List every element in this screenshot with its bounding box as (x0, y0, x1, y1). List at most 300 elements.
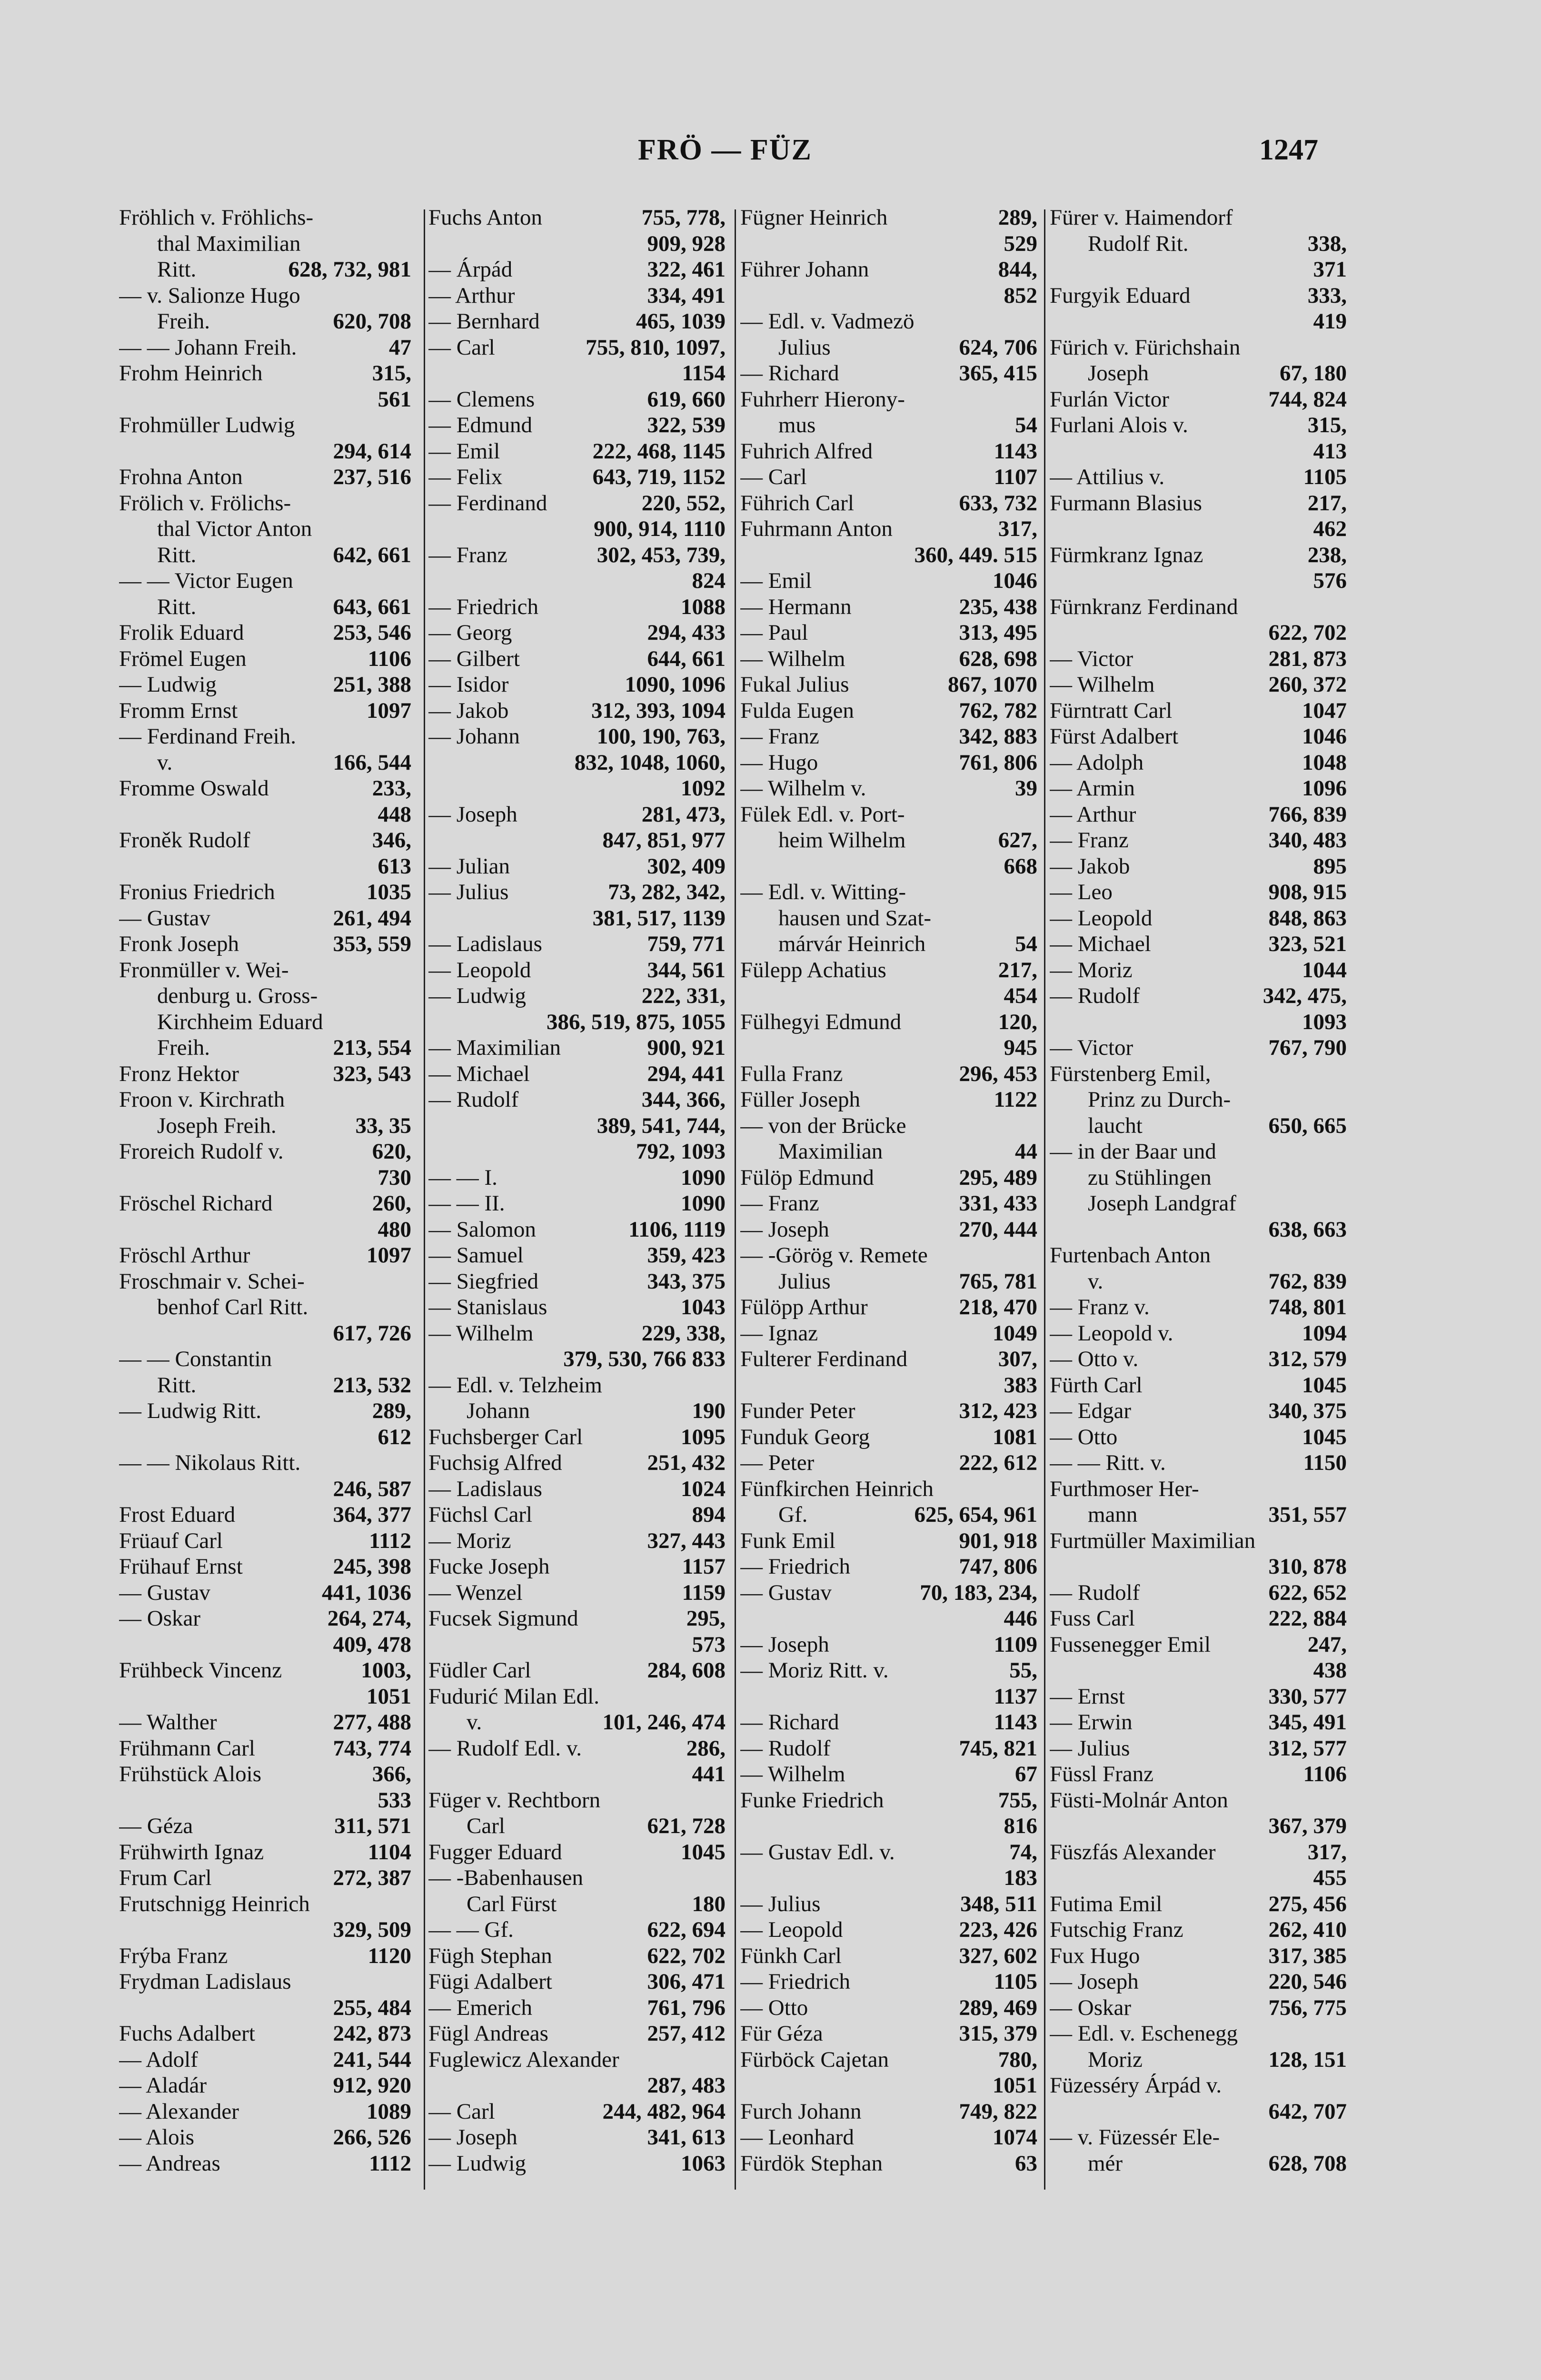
entry-name: hausen und Szat- (778, 905, 932, 931)
index-entry-line (740, 2151, 1040, 2177)
index-entry-line (740, 1735, 1040, 1762)
entry-name: — Leopold (428, 957, 531, 982)
entry-page-refs: 627, (998, 828, 1037, 853)
index-entry-line (740, 464, 1040, 490)
entry-name: — Jakob (428, 698, 509, 723)
entry-page-refs: 529 (1004, 231, 1037, 256)
entry-name: Füger v. Rechtborn (428, 1787, 601, 1813)
entry-name: Frutschnigg Heinrich (119, 1891, 310, 1916)
index-entry-line (119, 1113, 414, 1139)
entry-page-refs: 894 (692, 1502, 726, 1527)
entry-page-refs: 54 (1015, 932, 1037, 956)
entry-name: — Ferdinand (428, 490, 547, 516)
entry-name: Für Géza (740, 2021, 823, 2046)
entry-page-refs: 561 (378, 387, 411, 412)
index-entry-line (1050, 1087, 1350, 1113)
entry-page-refs: 792, 1093 (636, 1139, 726, 1164)
entry-page-refs: 621, 728 (647, 1814, 726, 1838)
entry-page-refs: 1096 (1302, 776, 1347, 801)
entry-page-refs: 759, 771 (647, 932, 726, 956)
index-entry-line (428, 1891, 728, 1917)
index-entry-line (1050, 1009, 1350, 1035)
entry-name: — Oskar (119, 1606, 200, 1631)
entry-name: Furch Johann (740, 2099, 862, 2124)
index-entry-line (1050, 2073, 1350, 2099)
entry-page-refs: 612 (378, 1424, 411, 1449)
index-entry-line (1050, 1528, 1350, 1554)
index-entry-line (428, 335, 728, 361)
entry-name: — Otto (740, 1995, 808, 2020)
entry-name: — — Gf. (428, 1917, 514, 1942)
index-entry-line (1050, 1657, 1350, 1684)
index-entry-line (1050, 905, 1350, 932)
index-entry-line (119, 750, 414, 776)
index-entry-line (1050, 983, 1350, 1009)
index-entry-line (119, 1632, 414, 1658)
entry-name: — — Victor Eugen (119, 568, 293, 593)
entry-page-refs: 39 (1015, 776, 1037, 801)
entry-page-refs: 1043 (681, 1295, 726, 1319)
index-entry-line (740, 542, 1040, 568)
entry-page-refs: 1049 (993, 1320, 1037, 1346)
entry-page-refs: 261, 494 (333, 905, 411, 931)
entry-page-refs: 1112 (369, 2151, 411, 2176)
index-entry-line (119, 2021, 414, 2047)
entry-page-refs: 1097 (367, 1243, 411, 1268)
entry-name: thal Maximilian (157, 231, 301, 256)
index-entry-line (1050, 1190, 1350, 1217)
index-entry-line (1050, 1632, 1350, 1658)
index-entry-line (428, 983, 728, 1009)
entry-name: — Otto v. (1050, 1347, 1139, 1371)
entry-name: Fronius Friedrich (119, 880, 275, 904)
entry-name: Fudurić Milan Edl. (428, 1684, 599, 1709)
index-entry-line (740, 283, 1040, 309)
index-column-1 (114, 205, 419, 2204)
entry-page-refs: 317, (1307, 1839, 1347, 1864)
entry-name: — Moriz Ritt. v. (740, 1658, 889, 1683)
entry-name: — Leopold (740, 1917, 843, 1942)
index-entry-line (740, 1684, 1040, 1710)
entry-page-refs: 340, 375 (1268, 1398, 1347, 1423)
index-entry-line (428, 1398, 728, 1424)
index-entry-line (119, 1995, 414, 2021)
entry-name: Funk Emil (740, 1528, 835, 1553)
entry-name: — Erwin (1050, 1710, 1133, 1735)
index-entry-line (119, 724, 414, 750)
index-entry-line (740, 1839, 1040, 1865)
index-entry-line (740, 775, 1040, 802)
index-entry-line (740, 1554, 1040, 1580)
entry-name: — Leonhard (740, 2125, 854, 2150)
index-entry-line (428, 698, 728, 724)
index-entry-line (740, 1269, 1040, 1295)
entry-name: — Ignaz (740, 1320, 818, 1346)
entry-page-refs: 446 (1004, 1606, 1037, 1631)
entry-page-refs: 281, 873 (1268, 646, 1347, 671)
entry-name: — Gustav (119, 1580, 210, 1605)
entry-name: Füller Joseph (740, 1087, 860, 1112)
index-entry-line (119, 1269, 414, 1295)
entry-page-refs: 235, 438 (959, 594, 1037, 619)
index-entry-line (1050, 257, 1350, 283)
entry-name: — Rudolf (740, 1735, 831, 1761)
entry-name: Ritt. (157, 594, 197, 619)
entry-name: Fürnkranz Ferdinand (1050, 594, 1238, 619)
index-entry-line (740, 1891, 1040, 1917)
entry-page-refs: 313, 495 (959, 620, 1037, 645)
index-entry-line (428, 1450, 728, 1476)
entry-page-refs: 1090 (681, 1191, 726, 1216)
entry-page-refs: 47 (389, 335, 411, 360)
entry-name: Funder Peter (740, 1398, 855, 1423)
index-entry-line (119, 1139, 414, 1165)
entry-name: v. (1088, 1269, 1104, 1294)
entry-name: Fuchsig Alfred (428, 1450, 562, 1475)
entry-page-refs: 120, (998, 1009, 1037, 1034)
entry-name: Furgyik Eduard (1050, 283, 1191, 308)
entry-name: Funduk Georg (740, 1424, 870, 1449)
index-entry-line (1050, 2124, 1350, 2151)
index-entry-line (428, 1554, 728, 1580)
entry-name: — Franz (428, 542, 507, 567)
index-entry-line (1050, 1554, 1350, 1580)
entry-page-refs: 262, 410 (1268, 1917, 1347, 1942)
index-entry-line (740, 724, 1040, 750)
entry-name: v. (157, 750, 173, 775)
index-entry-line (740, 1606, 1040, 1632)
entry-name: — Carl (740, 465, 807, 489)
index-entry-line (428, 672, 728, 698)
entry-page-refs: 322, 461 (647, 257, 726, 282)
entry-name: — Gustav (119, 905, 210, 931)
index-entry-line (119, 283, 414, 309)
index-entry-line (1050, 360, 1350, 387)
index-entry-line (740, 1113, 1040, 1139)
entry-name: Joseph Landgraf (1088, 1191, 1236, 1216)
entry-page-refs: 260, (372, 1191, 411, 1216)
index-entry-line (740, 750, 1040, 776)
entry-page-refs: 247, (1307, 1632, 1347, 1657)
entry-name: — in der Baar und (1050, 1139, 1216, 1164)
index-entry-line (740, 1242, 1040, 1269)
entry-page-refs: 272, 387 (333, 1865, 411, 1890)
entry-page-refs: 747, 806 (959, 1554, 1037, 1579)
index-entry-line (1050, 1269, 1350, 1295)
entry-page-refs: 419 (1313, 309, 1347, 334)
entry-name: Fuhrmann Anton (740, 516, 893, 541)
entry-name: — — Johann Freih. (119, 335, 297, 360)
index-entry-line (428, 205, 728, 231)
index-entry-line (119, 542, 414, 568)
index-entry-line (428, 724, 728, 750)
entry-page-refs: 295, (686, 1606, 726, 1631)
entry-page-refs: 371 (1313, 257, 1347, 282)
entry-page-refs: 622, 702 (647, 1943, 726, 1968)
entry-page-refs: 576 (1313, 568, 1347, 593)
index-entry-line (428, 542, 728, 568)
entry-page-refs: 342, 475, (1263, 983, 1347, 1008)
entry-page-refs: 33, 35 (355, 1113, 411, 1138)
entry-name: — Ludwig (428, 983, 526, 1008)
entry-name: — Paul (740, 620, 808, 645)
index-entry-line (740, 438, 1040, 465)
entry-page-refs: 441 (692, 1762, 726, 1786)
entry-name: — Clemens (428, 387, 535, 412)
entry-name: — v. Füzessér Ele- (1050, 2125, 1220, 2150)
entry-page-refs: 1089 (367, 2099, 411, 2124)
entry-name: Führich Carl (740, 490, 854, 516)
entry-name: Fromme Oswald (119, 776, 269, 801)
index-entry-line (428, 412, 728, 438)
index-entry-line (119, 464, 414, 490)
entry-page-refs: 1106, 1119 (628, 1217, 726, 1242)
entry-name: Froschmair v. Schei- (119, 1269, 305, 1294)
entry-page-refs: 353, 559 (333, 932, 411, 956)
index-entry-line (428, 853, 728, 880)
entry-page-refs: 1047 (1302, 698, 1347, 723)
entry-page-refs: 222, 884 (1268, 1606, 1347, 1631)
entry-page-refs: 331, 433 (959, 1191, 1037, 1216)
entry-page-refs: 266, 526 (333, 2125, 411, 2150)
index-entry-line (119, 1865, 414, 1891)
index-entry-line (740, 2099, 1040, 2125)
entry-name: — Emil (740, 568, 812, 593)
index-entry-line (740, 1424, 1040, 1450)
entry-name: — Emerich (428, 1995, 532, 2020)
entry-name: Futima Emil (1050, 1891, 1163, 1916)
entry-name: Fröhlich v. Fröhlichs- (119, 205, 314, 230)
entry-name: Johann (467, 1398, 530, 1423)
index-entry-line (1050, 1684, 1350, 1710)
index-entry-line (740, 1139, 1040, 1165)
entry-name: Fülöpp Arthur (740, 1295, 868, 1319)
entry-page-refs: 238, (1307, 542, 1347, 567)
entry-page-refs: 620, 708 (333, 309, 411, 334)
index-entry-line (119, 646, 414, 672)
index-entry-line (1050, 594, 1350, 620)
index-entry-line (1050, 1165, 1350, 1191)
entry-name: — Moriz (1050, 957, 1133, 982)
entry-name: — Maximilian (428, 1035, 561, 1060)
index-entry-line (1050, 2099, 1350, 2125)
entry-name: Füszfás Alexander (1050, 1839, 1216, 1864)
entry-name: — Victor (1050, 1035, 1133, 1060)
entry-name: Fröschel Richard (119, 1191, 273, 1216)
index-entry-line (740, 1035, 1040, 1061)
entry-page-refs: 1105 (994, 1969, 1037, 1994)
index-entry-line (119, 1787, 414, 1814)
index-entry-line (1050, 1217, 1350, 1243)
entry-page-refs: 465, 1039 (636, 309, 726, 334)
index-entry-line (740, 231, 1040, 257)
index-entry-line (119, 957, 414, 983)
entry-page-refs: 1143 (994, 438, 1037, 464)
index-entry-line (740, 360, 1040, 387)
index-entry-line (119, 983, 414, 1009)
index-entry-line (428, 2021, 728, 2047)
entry-name: — Victor (1050, 646, 1133, 671)
index-entry-line (428, 490, 728, 516)
index-entry-line (1050, 308, 1350, 335)
index-entry-line (1050, 775, 1350, 802)
index-entry-line (1050, 1502, 1350, 1528)
index-entry-line (428, 1813, 728, 1839)
entry-name: denburg u. Gross- (157, 983, 318, 1008)
index-entry-line (119, 1217, 414, 1243)
entry-page-refs: 745, 821 (959, 1735, 1037, 1761)
entry-name: Fürntratt Carl (1050, 698, 1173, 723)
entry-name: Furlán Victor (1050, 387, 1169, 412)
index-entry-line (428, 231, 728, 257)
index-entry-line (119, 335, 414, 361)
entry-name: Fulla Franz (740, 1061, 843, 1086)
entry-page-refs: 480 (378, 1217, 411, 1242)
entry-page-refs: 333, (1307, 283, 1347, 308)
entry-page-refs: 1157 (682, 1554, 726, 1579)
entry-page-refs: 257, 412 (647, 2021, 726, 2046)
entry-page-refs: 622, 652 (1268, 1580, 1347, 1605)
entry-page-refs: 1074 (993, 2125, 1037, 2150)
entry-name: — Walther (119, 1710, 217, 1735)
entry-name: Carl (467, 1814, 505, 1838)
entry-page-refs: 317, 385 (1268, 1943, 1347, 1968)
index-entry-line (740, 827, 1040, 853)
entry-name: — Wilhelm v. (740, 776, 866, 801)
entry-name: — Jakob (1050, 853, 1130, 879)
entry-name: mus (778, 413, 816, 437)
entry-name: — Franz v. (1050, 1295, 1150, 1319)
index-entry-line (119, 1943, 414, 1969)
entry-page-refs: 223, 426 (959, 1917, 1037, 1942)
index-entry-line (428, 1502, 728, 1528)
entry-page-refs: 1137 (994, 1684, 1037, 1709)
index-entry-line (119, 1917, 414, 1943)
entry-page-refs: 755, (998, 1787, 1037, 1813)
entry-page-refs: 222, 468, 1145 (592, 438, 726, 464)
entry-page-refs: 287, 483 (647, 2073, 726, 2098)
index-entry-line (1050, 1476, 1350, 1502)
index-entry-line (1050, 1761, 1350, 1787)
index-entry-line (119, 1684, 414, 1710)
index-entry-line (119, 1891, 414, 1917)
entry-name: — — Nikolaus Ritt. (119, 1450, 301, 1475)
entry-page-refs: 644, 661 (647, 646, 726, 671)
index-entry-line (428, 1372, 728, 1398)
entry-page-refs: 762, 782 (959, 698, 1037, 723)
entry-page-refs: 743, 774 (333, 1735, 411, 1761)
entry-page-refs: 1122 (994, 1087, 1037, 1112)
entry-page-refs: 454 (1004, 983, 1037, 1008)
entry-page-refs: 379, 530, 766 833 (563, 1347, 726, 1371)
index-entry-line (119, 1035, 414, 1061)
entry-name: Fürdök Stephan (740, 2151, 883, 2176)
entry-page-refs: 264, 274, (327, 1606, 411, 1631)
index-entry-line (740, 802, 1040, 828)
index-entry-line (428, 1242, 728, 1269)
index-entry-line (119, 1839, 414, 1865)
entry-name: Fronmüller v. Wei- (119, 957, 289, 982)
entry-name: — Samuel (428, 1243, 524, 1268)
index-entry-line (740, 905, 1040, 932)
index-column-3 (736, 205, 1045, 2204)
entry-name: heim Wilhelm (778, 828, 906, 853)
index-entry-line (119, 802, 414, 828)
index-entry-line (428, 387, 728, 413)
index-entry-line (428, 750, 728, 776)
index-entry-line (119, 257, 414, 283)
index-entry-line (1050, 231, 1350, 257)
entry-page-refs: 1093 (1302, 1009, 1347, 1034)
entry-name: — -Babenhausen (428, 1865, 583, 1890)
index-entry-line (1050, 516, 1350, 542)
entry-page-refs: 344, 561 (647, 957, 726, 982)
entry-page-refs: 413 (1313, 438, 1347, 464)
entry-name: — Friedrich (428, 594, 539, 619)
entry-page-refs: 755, 778, (641, 205, 726, 230)
entry-page-refs: 54 (1015, 413, 1037, 437)
index-entry-line (1050, 1294, 1350, 1320)
entry-name: Gf. (778, 1502, 808, 1527)
entry-page-refs: 295, 489 (959, 1165, 1037, 1190)
index-entry-line (428, 283, 728, 309)
entry-page-refs: 183 (1004, 1865, 1037, 1890)
entry-page-refs: 628, 698 (959, 646, 1037, 671)
entry-name: benhof Carl Ritt. (157, 1295, 308, 1319)
index-entry-line (428, 1346, 728, 1372)
index-entry-line (119, 360, 414, 387)
index-entry-line (428, 1657, 728, 1684)
index-entry-line (740, 1943, 1040, 1969)
index-entry-line (740, 1657, 1040, 1684)
entry-page-refs: 1045 (1302, 1372, 1347, 1398)
entry-name: — Stanislaus (428, 1295, 547, 1319)
index-entry-line (428, 438, 728, 465)
index-entry-line (119, 1969, 414, 1995)
entry-name: Fülöp Edmund (740, 1165, 874, 1190)
index-entry-line (1050, 1035, 1350, 1061)
entry-page-refs: 213, 532 (333, 1372, 411, 1398)
entry-name: Furtenbach Anton (1050, 1243, 1211, 1268)
index-entry-line (119, 205, 414, 231)
entry-name: Fünfkirchen Heinrich (740, 1476, 934, 1501)
index-entry-line (428, 1061, 728, 1087)
index-entry-line (428, 1424, 728, 1450)
index-entry-line (1050, 1995, 1350, 2021)
entry-page-refs: 294, 433 (647, 620, 726, 645)
index-entry-line (1050, 1424, 1350, 1450)
index-entry-line (740, 1787, 1040, 1814)
entry-page-refs: 366, (372, 1762, 411, 1786)
entry-page-refs: 255, 484 (333, 1995, 411, 2020)
entry-name: Frühmann Carl (119, 1735, 255, 1761)
entry-page-refs: 900, 921 (647, 1035, 726, 1060)
entry-name: — Adolph (1050, 750, 1144, 775)
index-entry-line (740, 2021, 1040, 2047)
index-entry-line (119, 1554, 414, 1580)
entry-page-refs: 1095 (681, 1424, 726, 1449)
entry-page-refs: 824 (692, 568, 726, 593)
entry-name: Frohmüller Ludwig (119, 413, 295, 437)
entry-name: — Leopold v. (1050, 1320, 1173, 1346)
entry-page-refs: 643, 719, 1152 (592, 465, 726, 489)
index-entry-line (428, 1969, 728, 1995)
index-entry-line (428, 1528, 728, 1554)
entry-page-refs: 1107 (994, 465, 1037, 489)
index-entry-line (740, 931, 1040, 957)
entry-page-refs: 348, 511 (960, 1891, 1037, 1916)
entry-name: Carl Fürst (467, 1891, 557, 1916)
